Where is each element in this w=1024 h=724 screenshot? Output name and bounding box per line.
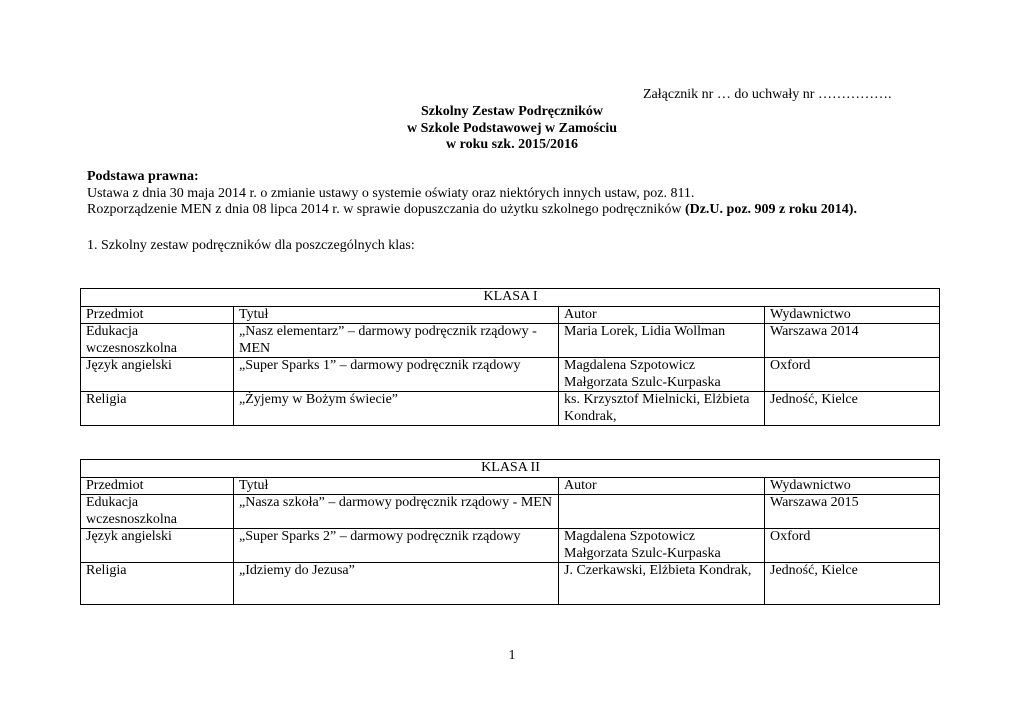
cell-subject: Religia	[81, 392, 234, 426]
legal-basis-line-1: Ustawa z dnia 30 maja 2014 r. o zmianie ustawy o systemie oświaty oraz niektórych innych ustaw, poz. 811.	[87, 185, 695, 201]
cell-author: ks. Krzysztof Mielnicki, Elżbieta Kondrak,	[559, 392, 765, 426]
cell-publisher: Jedność, Kielce	[765, 392, 940, 426]
legal-basis-heading: Podstawa prawna:	[87, 169, 199, 184]
table-row	[81, 495, 940, 529]
legal-basis-line-2	[87, 202, 857, 219]
class-1-table	[80, 288, 940, 426]
table-caption: KLASA I	[81, 289, 940, 307]
cell-author: Magdalena Szpotowicz Małgorzata Szulc-Kurpaska	[559, 358, 765, 392]
column-header-subject: Przedmiot	[81, 306, 234, 324]
title-line-2: w Szkole Podstawowej w Zamościu	[407, 120, 617, 136]
section-heading: 1. Szkolny zestaw podręczników dla poszczególnych klas:	[87, 238, 415, 253]
column-header-author: Autor	[559, 306, 765, 324]
cell-title: „Idziemy do Jezusa”	[234, 563, 559, 605]
cell-subject: Edukacja wczesnoszkolna	[81, 495, 234, 529]
title-line-3: w roku szk. 2015/2016	[446, 137, 578, 152]
cell-publisher: Jedność, Kielce	[765, 563, 940, 605]
cell-title: „Super Sparks 1” – darmowy podręcznik rządowy	[234, 358, 559, 392]
cell-subject: Edukacja wczesnoszkolna	[81, 324, 234, 358]
table-caption: KLASA II	[81, 460, 940, 478]
table-row	[81, 529, 940, 563]
legal-basis	[87, 169, 857, 219]
table-row	[81, 324, 940, 358]
table-row	[81, 563, 940, 605]
annex-note: Załącznik nr … do uchwały nr …………….	[643, 87, 892, 102]
cell-publisher: Oxford	[765, 358, 940, 392]
legal-basis-line-2-text: Rozporządzenie MEN z dnia 08 lipca 2014 r. w sprawie dopuszczania do użytku szkolnego podręczników	[87, 202, 685, 217]
cell-subject: Język angielski	[81, 358, 234, 392]
column-header-publisher: Wydawnictwo	[765, 306, 940, 324]
cell-subject: Język angielski	[81, 529, 234, 563]
title-line-1: Szkolny Zestaw Podręczników	[421, 104, 603, 119]
column-header-author: Autor	[559, 477, 765, 495]
cell-title: „Nasza szkoła” – darmowy podręcznik rządowy - MEN	[234, 495, 559, 529]
column-header-subject: Przedmiot	[81, 477, 234, 495]
cell-publisher: Warszawa 2015	[765, 495, 940, 529]
column-header-title: Tytuł	[234, 477, 559, 495]
page-number: 1	[508, 648, 516, 663]
legal-basis-line-2-citation: (Dz.U. poz. 909 z roku 2014).	[684, 202, 857, 217]
column-header-publisher: Wydawnictwo	[765, 477, 940, 495]
table-row	[81, 392, 940, 426]
column-header-title: Tytuł	[234, 306, 559, 324]
cell-subject: Religia	[81, 563, 234, 605]
document-title	[0, 104, 1024, 154]
table-row	[81, 358, 940, 392]
cell-title: „Nasz elementarz” – darmowy podręcznik rządowy - MEN	[234, 324, 559, 358]
cell-publisher: Warszawa 2014	[765, 324, 940, 358]
cell-author: J. Czerkawski, Elżbieta Kondrak,	[559, 563, 765, 605]
cell-author	[559, 495, 765, 529]
cell-publisher: Oxford	[765, 529, 940, 563]
cell-title: „Żyjemy w Bożym świecie”	[234, 392, 559, 426]
cell-title: „Super Sparks 2” – darmowy podręcznik rządowy	[234, 529, 559, 563]
cell-author: Magdalena Szpotowicz Małgorzata Szulc-Kurpaska	[559, 529, 765, 563]
cell-author: Maria Lorek, Lidia Wollman	[559, 324, 765, 358]
class-2-table	[80, 459, 940, 605]
